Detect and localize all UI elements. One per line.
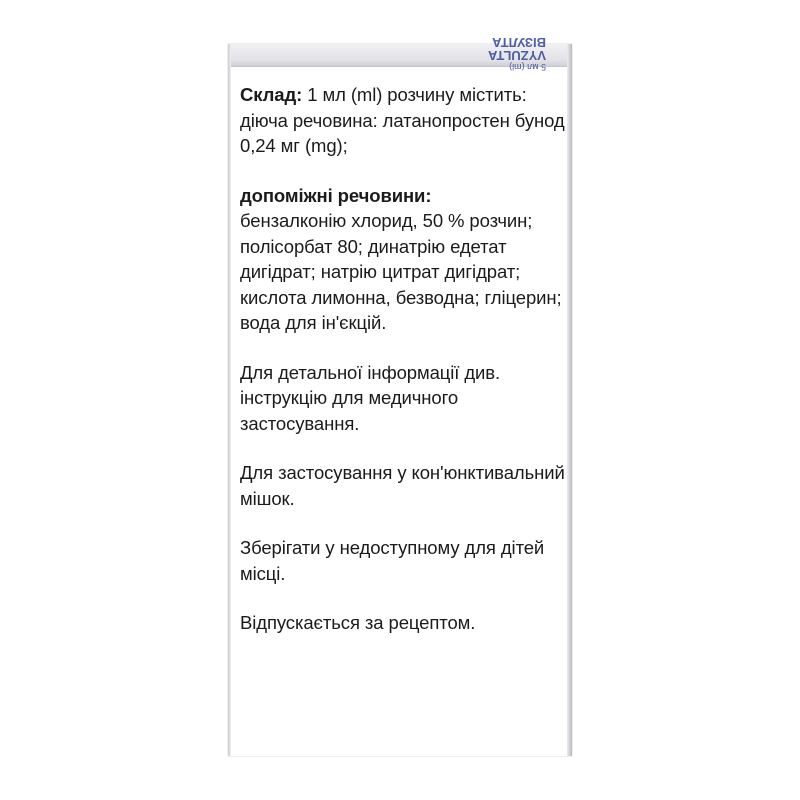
composition-paragraph	[240, 82, 570, 159]
package-text-content	[240, 82, 570, 660]
composition-label: Склад:	[240, 84, 303, 105]
excipients-text: бензалконію хлорид, 50 % розчин; полісорбат 80; динатрію едетат дигідрат; натрію цитрат дигідрат; кислота лимонна, безводна; гліцерин; вода для ін'єкцій.	[240, 210, 562, 333]
box-left-edge	[228, 44, 231, 756]
flap-brand-text	[488, 36, 546, 72]
flap-brand-latin: VYZULTA	[487, 48, 546, 63]
excipients-paragraph	[240, 183, 570, 336]
package-side-panel	[228, 35, 572, 756]
prescription-paragraph: Відпускається за рецептом.	[240, 612, 476, 633]
flap-brand-cyrillic: ВІЗУЛТА	[492, 35, 546, 50]
package-top-flap	[228, 35, 572, 72]
flap-volume: 5 мл (ml)	[509, 62, 546, 72]
info-paragraph: Для детальної інформації див. інструкцію для медичного застосування.	[240, 361, 501, 434]
usage-paragraph: Для застосування у кон'юнктивальний мішок.	[240, 462, 565, 509]
storage-paragraph: Зберігати у недоступному для дітей місці.	[240, 537, 545, 584]
excipients-label: допоміжні речовини:	[240, 184, 432, 206]
composition-text: 1 мл (ml) розчину містить: діюча речовина: латанопростен бунод 0,24 мг (mg);	[240, 84, 565, 156]
